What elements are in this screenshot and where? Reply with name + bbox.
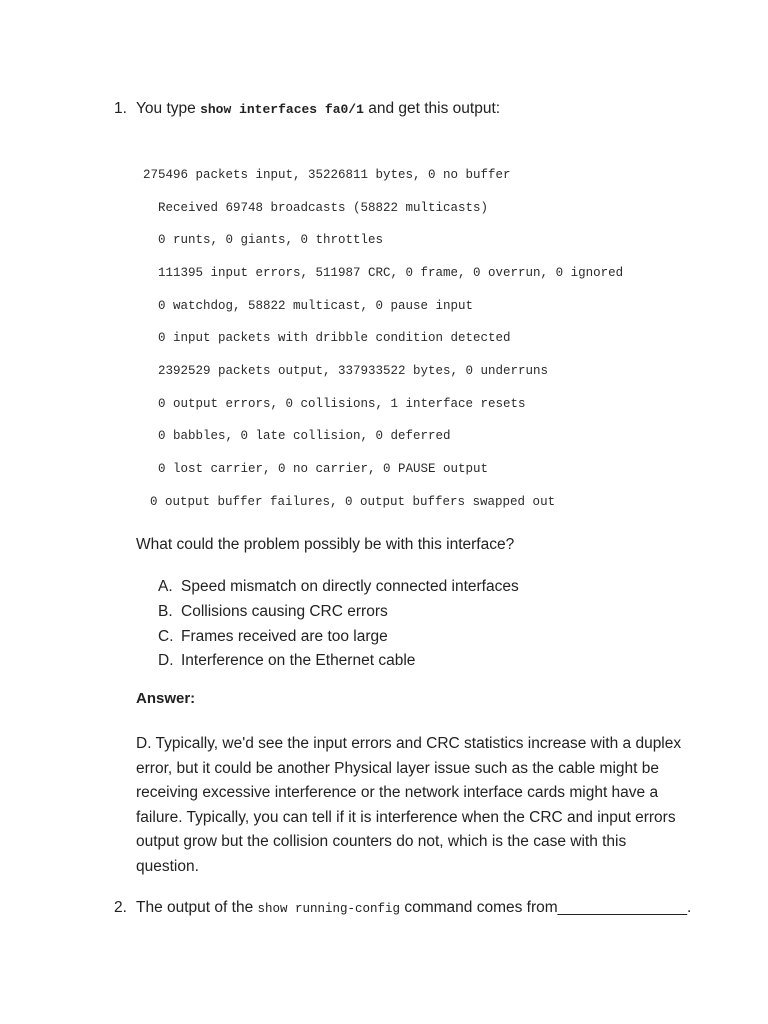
- question-1-text: [136, 99, 500, 120]
- question-2: [114, 898, 714, 918]
- choice-text: Frames received are too large: [181, 628, 388, 645]
- explanation-line: error, but it could be another Physical layer issue such as the cable might be: [136, 759, 659, 777]
- explanation-line: question.: [136, 857, 199, 875]
- question-2-prefix: The output of the: [136, 899, 254, 916]
- choice-d: [158, 651, 578, 671]
- output-line: 0 input packets with dribble condition detected: [158, 331, 511, 345]
- output-line: 275496 packets input, 35226811 bytes, 0 no buffer: [143, 168, 511, 182]
- question-1-suffix: and get this output:: [368, 100, 501, 117]
- choice-letter: B.: [158, 603, 173, 620]
- output-line: 0 watchdog, 58822 multicast, 0 pause input: [158, 299, 474, 313]
- choice-text: Collisions causing CRC errors: [181, 603, 388, 620]
- question-2-text: [136, 898, 691, 919]
- output-line: 0 runts, 0 giants, 0 throttles: [158, 233, 384, 247]
- question-2-number: 2.: [114, 899, 127, 916]
- answer-explanation: [136, 732, 682, 880]
- question-2-command: show running-config: [257, 902, 401, 916]
- output-line: Received 69748 broadcasts (58822 multicasts): [158, 201, 489, 215]
- question-1-command: show interfaces fa0/1: [200, 102, 364, 117]
- choice-letter: A.: [158, 578, 173, 595]
- output-line: 0 babbles, 0 late collision, 0 deferred: [158, 429, 451, 443]
- choice-text: Interference on the Ethernet cable: [181, 652, 416, 669]
- explanation-line: D. Typically, we'd see the input errors and CRC statistics increase with a duplex: [136, 735, 682, 752]
- question-1-number: 1.: [114, 100, 127, 117]
- output-line: 0 output buffer failures, 0 output buffers swapped out: [150, 495, 556, 509]
- choice-a: [158, 577, 578, 597]
- explanation-line: output grow but the collision counters do not, which is the case with this: [136, 833, 627, 851]
- choice-letter: D.: [158, 652, 174, 669]
- question-2-suffix: command comes from_______________.: [404, 899, 692, 916]
- explanation-line: failure. Typically, you can tell if it is interference when the CRC and input errors: [136, 808, 676, 826]
- output-line: 2392529 packets output, 337933522 bytes, 0 underruns: [158, 364, 549, 378]
- question-prompt: What could the problem possibly be with this interface?: [136, 536, 515, 553]
- output-line: 111395 input errors, 511987 CRC, 0 frame, 0 overrun, 0 ignored: [158, 266, 624, 280]
- choice-text: Speed mismatch on directly connected interfaces: [181, 578, 519, 595]
- choice-letter: C.: [158, 628, 174, 645]
- choice-c: [158, 627, 578, 647]
- question-1: [114, 99, 714, 119]
- explanation-line: receiving excessive interference or the network interface cards might have a: [136, 784, 659, 802]
- answer-label: Answer:: [136, 690, 196, 707]
- output-line: 0 lost carrier, 0 no carrier, 0 PAUSE output: [158, 462, 489, 476]
- choice-b: [158, 602, 578, 622]
- question-1-prefix: You type: [136, 100, 196, 117]
- output-line: 0 output errors, 0 collisions, 1 interface resets: [158, 397, 526, 411]
